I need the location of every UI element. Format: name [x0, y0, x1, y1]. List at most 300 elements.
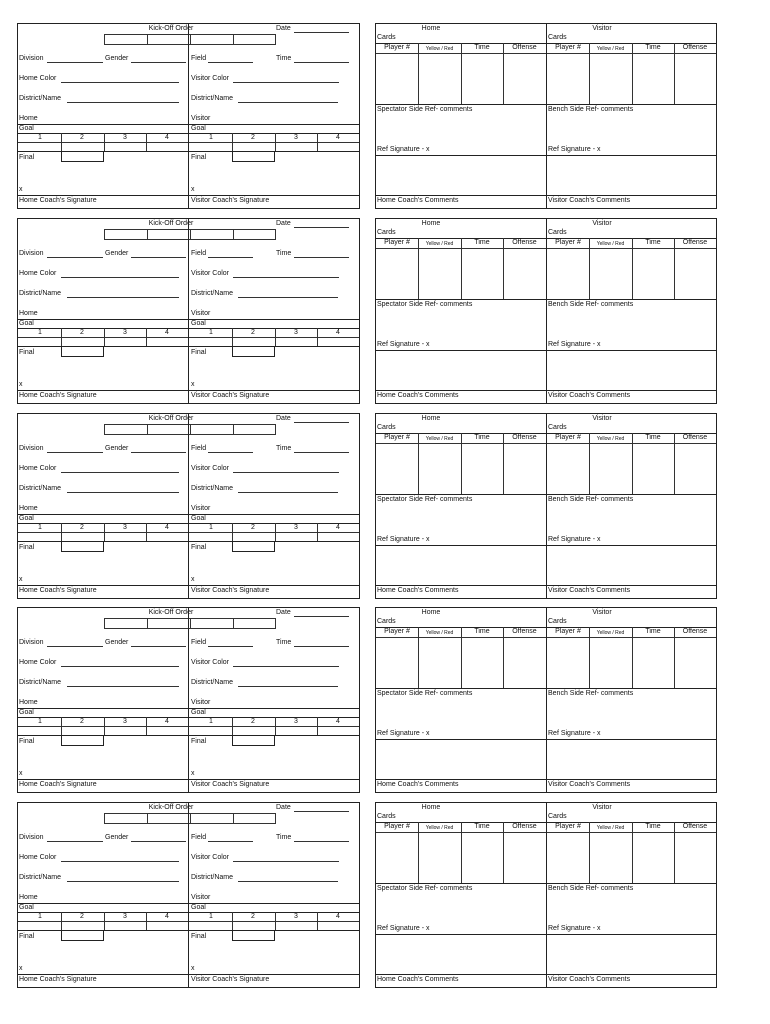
home-offense-header: Offense [512, 238, 537, 246]
home-label: Home [19, 894, 38, 902]
visitor-district-label: District/Name [191, 484, 234, 492]
visitor-offense-header: Offense [682, 238, 708, 246]
visitor-coach-signature-label: Visitor Coach's Signature [191, 781, 270, 789]
gender-label: Gender [105, 444, 129, 452]
visitor-time-header: Time [645, 628, 661, 636]
cards-comments-card [375, 23, 717, 209]
visitor-offense-header: Offense [682, 44, 708, 51]
visitor-sign-x: x [191, 575, 195, 583]
home-header: Home [421, 414, 441, 422]
visitor-player-header: Player # [555, 628, 581, 636]
home-cards-entry-area[interactable] [376, 443, 546, 494]
visitor-final-label: Final [191, 738, 207, 746]
visitor-goal-label: Goal [191, 514, 206, 522]
home-district-label: District/Name [19, 484, 62, 492]
visitor-time-header: Time [645, 44, 661, 51]
home-offense-header: Offense [512, 823, 537, 831]
home-player-header: Player # [384, 238, 410, 246]
visitor-sign-x: x [191, 770, 195, 778]
game-info-card [17, 23, 360, 209]
spectator-comments-label: Spectator Side Ref- comments [377, 300, 473, 308]
home-time-header: Time [474, 44, 490, 51]
home-color-label: Home Color [19, 659, 57, 667]
visitor-period-4: 4 [336, 328, 340, 336]
home-label: Home [19, 699, 38, 707]
visitor-period-1: 1 [209, 523, 213, 531]
kickoff-order-boxes[interactable] [104, 229, 276, 240]
visitor-color-field[interactable] [233, 277, 339, 278]
visitor-period-3: 3 [294, 328, 298, 336]
home-cards-entry-area[interactable] [376, 832, 546, 883]
visitor-color-field[interactable] [233, 861, 339, 862]
home-final-label: Final [19, 933, 35, 941]
home-final-label: Final [19, 348, 35, 356]
visitor-cards-label: Cards [548, 423, 567, 431]
visitor-cards-entry-area[interactable] [547, 248, 716, 299]
home-final-box[interactable] [61, 346, 104, 357]
home-coach-signature-label: Home Coach's Signature [19, 781, 97, 789]
home-header: Home [421, 219, 441, 227]
field-field[interactable] [208, 62, 253, 63]
home-label: Home [19, 115, 38, 122]
visitor-color-label: Visitor Color [191, 659, 229, 667]
date-label: Date [276, 804, 291, 812]
division-field[interactable] [47, 257, 103, 258]
field-label: Field [191, 639, 207, 647]
visitor-sign-x: x [191, 965, 195, 973]
field-field[interactable] [208, 646, 253, 647]
home-color-field[interactable] [61, 666, 179, 667]
visitor-goal-label: Goal [191, 904, 206, 912]
visitor-coach-signature-label: Visitor Coach's Signature [191, 976, 270, 984]
home-district-field[interactable] [67, 881, 179, 882]
gender-label: Gender [105, 639, 129, 647]
home-cards-label: Cards [377, 34, 396, 41]
gender-label: Gender [105, 55, 129, 62]
kickoff-order-label: Kick-Off Order [148, 609, 194, 617]
home-district-label: District/Name [19, 95, 62, 102]
home-sign-x: x [19, 770, 23, 778]
visitor-final-box[interactable] [232, 151, 275, 162]
home-period-1: 1 [38, 718, 42, 726]
game-info-card [17, 802, 360, 988]
visitor-time-header: Time [645, 433, 661, 441]
home-color-field[interactable] [61, 82, 179, 83]
home-time-header: Time [474, 238, 490, 246]
home-period-4: 4 [165, 718, 169, 726]
visitor-period-2: 2 [251, 718, 255, 726]
time-field[interactable] [294, 646, 349, 647]
bench-ref-signature: Ref Signature - x [548, 925, 601, 933]
visitor-district-label: District/Name [191, 874, 234, 882]
field-label: Field [191, 249, 207, 257]
date-label: Date [276, 25, 291, 32]
visitor-coach-comments-label: Visitor Coach's Comments [548, 197, 631, 204]
home-period-4: 4 [165, 134, 169, 141]
home-cards-label: Cards [377, 618, 396, 626]
visitor-label: Visitor [191, 894, 211, 902]
visitor-coach-signature-label: Visitor Coach's Signature [191, 586, 270, 594]
gender-field[interactable] [131, 841, 186, 842]
game-info-card [17, 607, 360, 793]
home-sign-x: x [19, 965, 23, 973]
game-card-block-1 [0, 23, 770, 208]
date-field[interactable] [294, 422, 349, 423]
home-color-label: Home Color [19, 75, 57, 82]
kickoff-order-label: Kick-Off Order [148, 414, 194, 422]
home-time-header: Time [474, 823, 490, 831]
home-header: Home [421, 25, 441, 32]
visitor-color-field[interactable] [233, 472, 339, 473]
visitor-coach-comments-label: Visitor Coach's Comments [548, 391, 631, 399]
visitor-player-header: Player # [555, 433, 581, 441]
visitor-cards-label: Cards [548, 618, 567, 626]
bench-ref-signature: Ref Signature - x [548, 146, 601, 153]
division-label: Division [19, 639, 44, 647]
cards-comments-card [375, 802, 717, 988]
date-field[interactable] [294, 811, 349, 812]
home-color-field[interactable] [61, 277, 179, 278]
visitor-cards-entry-area[interactable] [547, 443, 716, 494]
home-period-2: 2 [80, 913, 84, 921]
visitor-district-field[interactable] [238, 492, 338, 493]
home-district-label: District/Name [19, 289, 62, 297]
bench-comments-label: Bench Side Ref- comments [548, 885, 634, 893]
visitor-period-1: 1 [209, 134, 213, 141]
home-period-2: 2 [80, 523, 84, 531]
home-final-label: Final [19, 543, 35, 551]
home-cards-label: Cards [377, 228, 396, 236]
home-sign-x: x [19, 380, 23, 388]
visitor-final-label: Final [191, 933, 207, 941]
visitor-final-label: Final [191, 348, 207, 356]
visitor-period-2: 2 [251, 523, 255, 531]
time-label: Time [276, 834, 292, 842]
visitor-final-box[interactable] [232, 346, 275, 357]
home-player-header: Player # [384, 44, 410, 51]
visitor-cards-entry-area[interactable] [547, 53, 716, 104]
visitor-coach-comments-label: Visitor Coach's Comments [548, 586, 631, 594]
visitor-coach-signature-label: Visitor Coach's Signature [191, 391, 270, 399]
visitor-time-header: Time [645, 823, 661, 831]
visitor-period-4: 4 [336, 718, 340, 726]
visitor-district-field[interactable] [238, 297, 338, 298]
visitor-time-header: Time [645, 238, 661, 246]
kickoff-order-label: Kick-Off Order [148, 804, 194, 812]
spectator-ref-signature: Ref Signature - x [377, 730, 430, 738]
visitor-final-label: Final [191, 543, 207, 551]
visitor-color-field[interactable] [233, 82, 339, 83]
visitor-cards-label: Cards [548, 228, 567, 236]
visitor-period-4: 4 [336, 523, 340, 531]
visitor-offense-header: Offense [682, 433, 708, 441]
kickoff-order-boxes[interactable] [104, 424, 276, 435]
home-period-4: 4 [165, 913, 169, 921]
visitor-period-3: 3 [294, 913, 298, 921]
bench-ref-signature: Ref Signature - x [548, 340, 601, 348]
home-district-field[interactable] [67, 102, 179, 103]
time-label: Time [276, 444, 292, 452]
home-coach-comments-label: Home Coach's Comments [377, 391, 459, 399]
visitor-sign-x: x [191, 186, 195, 193]
visitor-goal-label: Goal [191, 709, 206, 717]
visitor-header: Visitor [592, 219, 612, 227]
cards-comments-card [375, 218, 717, 404]
home-period-1: 1 [38, 523, 42, 531]
visitor-period-2: 2 [251, 134, 255, 141]
visitor-final-box[interactable] [232, 930, 275, 941]
gender-field[interactable] [131, 452, 186, 453]
visitor-cards-entry-area[interactable] [547, 637, 716, 688]
home-period-3: 3 [123, 523, 127, 531]
visitor-header: Visitor [592, 609, 612, 617]
visitor-color-label: Visitor Color [191, 75, 229, 82]
visitor-district-field[interactable] [238, 102, 338, 103]
home-period-3: 3 [123, 328, 127, 336]
home-final-box[interactable] [61, 930, 104, 941]
visitor-goal-label: Goal [191, 319, 206, 327]
home-coach-comments-label: Home Coach's Comments [377, 197, 459, 204]
bench-comments-label: Bench Side Ref- comments [548, 300, 634, 308]
home-offense-header: Offense [512, 433, 537, 441]
visitor-label: Visitor [191, 309, 211, 317]
spectator-comments-label: Spectator Side Ref- comments [377, 885, 473, 893]
kickoff-order-label: Kick-Off Order [148, 219, 194, 227]
time-field[interactable] [294, 62, 349, 63]
game-card-block-5 [0, 802, 770, 987]
visitor-cards-entry-area[interactable] [547, 832, 716, 883]
home-period-2: 2 [80, 134, 84, 141]
visitor-label: Visitor [191, 115, 211, 122]
field-label: Field [191, 55, 207, 62]
home-district-label: District/Name [19, 874, 62, 882]
visitor-header: Visitor [592, 25, 612, 32]
visitor-offense-header: Offense [682, 628, 708, 636]
home-goal-label: Goal [19, 904, 34, 912]
spectator-ref-signature: Ref Signature - x [377, 535, 430, 543]
home-period-1: 1 [38, 913, 42, 921]
field-field[interactable] [208, 257, 253, 258]
home-coach-signature-label: Home Coach's Signature [19, 391, 97, 399]
time-field[interactable] [294, 841, 349, 842]
kickoff-order-label: Kick-Off Order [148, 25, 194, 32]
visitor-period-2: 2 [251, 328, 255, 336]
home-time-header: Time [474, 628, 490, 636]
date-field[interactable] [294, 227, 349, 228]
home-coach-comments-label: Home Coach's Comments [377, 586, 459, 594]
home-color-field[interactable] [61, 472, 179, 473]
time-label: Time [276, 249, 292, 257]
home-offense-header: Offense [512, 44, 537, 51]
visitor-sign-x: x [191, 380, 195, 388]
home-final-box[interactable] [61, 151, 104, 162]
home-final-label: Final [19, 154, 35, 161]
visitor-period-3: 3 [294, 134, 298, 141]
home-final-label: Final [19, 738, 35, 746]
home-cards-entry-area[interactable] [376, 248, 546, 299]
field-label: Field [191, 834, 207, 842]
home-period-4: 4 [165, 523, 169, 531]
division-field[interactable] [47, 62, 103, 63]
home-goal-label: Goal [19, 319, 34, 327]
home-period-3: 3 [123, 134, 127, 141]
home-coach-signature-label: Home Coach's Signature [19, 976, 97, 984]
game-info-card [17, 218, 360, 404]
home-color-label: Home Color [19, 854, 57, 862]
visitor-period-2: 2 [251, 913, 255, 921]
bench-comments-label: Bench Side Ref- comments [548, 495, 634, 503]
home-period-2: 2 [80, 328, 84, 336]
gender-field[interactable] [131, 646, 186, 647]
visitor-label: Visitor [191, 504, 211, 512]
visitor-offense-header: Offense [682, 823, 708, 831]
visitor-yellow-red-header: Yellow / Red [596, 240, 625, 247]
home-time-header: Time [474, 433, 490, 441]
field-field[interactable] [208, 452, 253, 453]
visitor-period-3: 3 [294, 718, 298, 726]
home-yellow-red-header: Yellow / Red [425, 240, 454, 247]
gender-label: Gender [105, 834, 129, 842]
home-yellow-red-header: Yellow / Red [425, 435, 454, 442]
home-goal-label: Goal [19, 709, 34, 717]
home-district-label: District/Name [19, 679, 62, 687]
home-sign-x: x [19, 186, 23, 193]
spectator-ref-signature: Ref Signature - x [377, 925, 430, 933]
home-label: Home [19, 504, 38, 512]
visitor-cards-label: Cards [548, 34, 567, 41]
gender-field[interactable] [131, 62, 186, 63]
home-yellow-red-header: Yellow / Red [425, 630, 454, 637]
division-label: Division [19, 834, 44, 842]
home-coach-comments-label: Home Coach's Comments [377, 781, 459, 789]
home-coach-comments-label: Home Coach's Comments [377, 976, 459, 984]
spectator-comments-label: Spectator Side Ref- comments [377, 495, 473, 503]
home-period-3: 3 [123, 718, 127, 726]
division-field[interactable] [47, 646, 103, 647]
home-cards-entry-area[interactable] [376, 53, 546, 104]
division-label: Division [19, 249, 44, 257]
visitor-cards-label: Cards [548, 813, 567, 821]
visitor-color-label: Visitor Color [191, 464, 229, 472]
kickoff-order-boxes[interactable] [104, 813, 276, 824]
spectator-comments-label: Spectator Side Ref- comments [377, 106, 473, 113]
date-label: Date [276, 219, 291, 227]
visitor-coach-signature-label: Visitor Coach's Signature [191, 197, 270, 204]
field-label: Field [191, 444, 207, 452]
visitor-player-header: Player # [555, 823, 581, 831]
home-color-label: Home Color [19, 269, 57, 277]
visitor-district-label: District/Name [191, 679, 234, 687]
visitor-final-box[interactable] [232, 735, 275, 746]
visitor-period-4: 4 [336, 134, 340, 141]
kickoff-order-boxes[interactable] [104, 34, 276, 45]
visitor-yellow-red-header: Yellow / Red [596, 630, 625, 637]
visitor-final-box[interactable] [232, 541, 275, 552]
time-label: Time [276, 639, 292, 647]
home-yellow-red-header: Yellow / Red [425, 46, 454, 52]
home-coach-signature-label: Home Coach's Signature [19, 586, 97, 594]
visitor-player-header: Player # [555, 238, 581, 246]
gender-field[interactable] [131, 257, 186, 258]
home-period-2: 2 [80, 718, 84, 726]
visitor-yellow-red-header: Yellow / Red [596, 46, 625, 52]
home-player-header: Player # [384, 823, 410, 831]
home-cards-entry-area[interactable] [376, 637, 546, 688]
game-card-block-3 [0, 413, 770, 598]
home-district-field[interactable] [67, 492, 179, 493]
home-goal-label: Goal [19, 514, 34, 522]
home-header: Home [421, 804, 441, 812]
visitor-period-1: 1 [209, 328, 213, 336]
visitor-yellow-red-header: Yellow / Red [596, 435, 625, 442]
visitor-header: Visitor [592, 804, 612, 812]
division-label: Division [19, 444, 44, 452]
game-card-block-4 [0, 607, 770, 792]
spectator-comments-label: Spectator Side Ref- comments [377, 690, 473, 698]
visitor-district-field[interactable] [238, 881, 338, 882]
home-sign-x: x [19, 575, 23, 583]
game-card-block-2 [0, 218, 770, 403]
visitor-district-field[interactable] [238, 686, 338, 687]
date-label: Date [276, 414, 291, 422]
visitor-period-1: 1 [209, 913, 213, 921]
bench-ref-signature: Ref Signature - x [548, 535, 601, 543]
field-field[interactable] [208, 841, 253, 842]
visitor-coach-comments-label: Visitor Coach's Comments [548, 976, 631, 984]
visitor-label: Visitor [191, 699, 211, 707]
visitor-color-label: Visitor Color [191, 269, 229, 277]
home-district-field[interactable] [67, 297, 179, 298]
visitor-final-label: Final [191, 154, 207, 161]
bench-comments-label: Bench Side Ref- comments [548, 106, 634, 113]
visitor-color-field[interactable] [233, 666, 339, 667]
visitor-period-1: 1 [209, 718, 213, 726]
visitor-color-label: Visitor Color [191, 854, 229, 862]
visitor-yellow-red-header: Yellow / Red [596, 825, 625, 832]
home-district-field[interactable] [67, 686, 179, 687]
visitor-period-4: 4 [336, 913, 340, 921]
cards-comments-card [375, 607, 717, 793]
kickoff-order-boxes[interactable] [104, 618, 276, 629]
home-final-box[interactable] [61, 735, 104, 746]
home-label: Home [19, 309, 38, 317]
time-field[interactable] [294, 452, 349, 453]
home-header: Home [421, 609, 441, 617]
division-field[interactable] [47, 841, 103, 842]
home-period-4: 4 [165, 328, 169, 336]
home-offense-header: Offense [512, 628, 537, 636]
home-period-3: 3 [123, 913, 127, 921]
spectator-ref-signature: Ref Signature - x [377, 340, 430, 348]
home-color-field[interactable] [61, 861, 179, 862]
division-field[interactable] [47, 452, 103, 453]
home-player-header: Player # [384, 628, 410, 636]
bench-ref-signature: Ref Signature - x [548, 730, 601, 738]
time-field[interactable] [294, 257, 349, 258]
visitor-district-label: District/Name [191, 289, 234, 297]
date-field[interactable] [294, 616, 349, 617]
visitor-district-label: District/Name [191, 95, 234, 102]
time-label: Time [276, 55, 292, 62]
home-period-1: 1 [38, 134, 42, 141]
cards-comments-card [375, 413, 717, 599]
home-goal-label: Goal [19, 125, 34, 132]
game-info-card [17, 413, 360, 599]
date-field[interactable] [294, 32, 349, 33]
date-label: Date [276, 609, 291, 617]
visitor-player-header: Player # [555, 44, 581, 51]
home-final-box[interactable] [61, 541, 104, 552]
